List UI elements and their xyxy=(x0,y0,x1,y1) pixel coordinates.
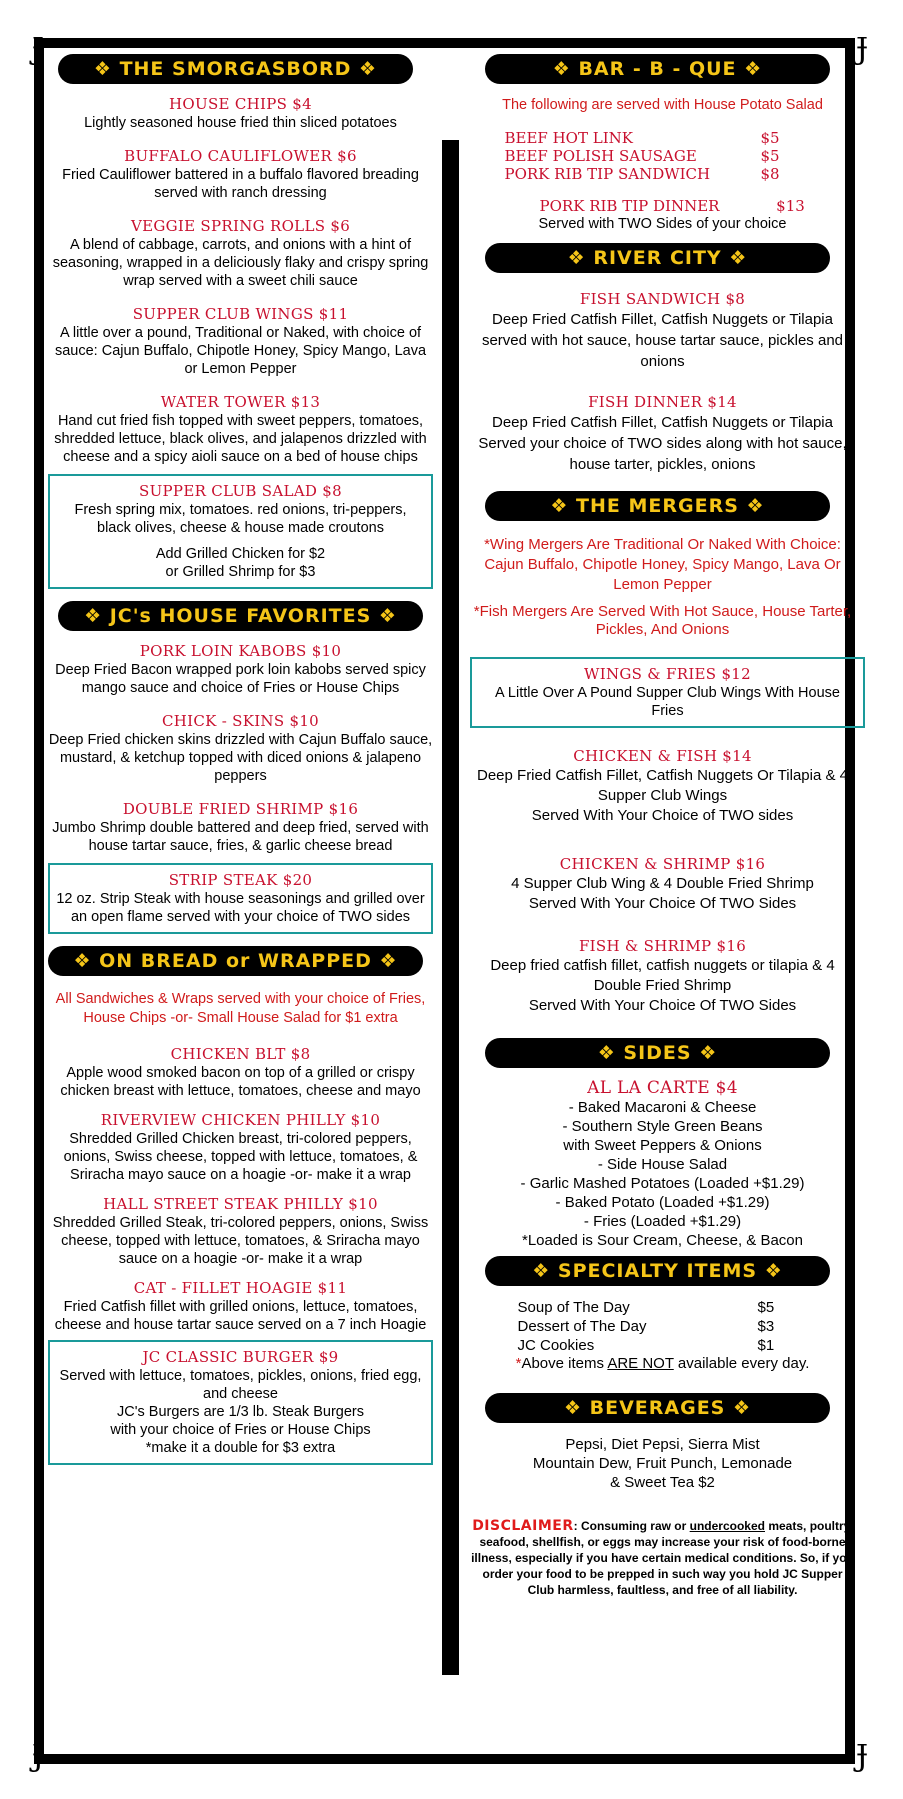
menu-item xyxy=(470,392,855,475)
side-item: with Sweet Peppers & Onions xyxy=(563,1137,762,1154)
item-description: Served With Your Choice Of TWO Sides xyxy=(528,997,797,1014)
item-description: Lightly seasoned house fried thin sliced potatoes xyxy=(84,115,397,131)
item-description: Jumbo Shrimp double battered and deep fried, served with house tartar sauce, fries, & garlic cheese bread xyxy=(52,820,429,854)
item-name: CHICK - SKINS $10 xyxy=(161,712,320,730)
note-text: Above items xyxy=(521,1355,608,1372)
specialty-note xyxy=(470,1355,855,1373)
item-description: Shredded Grilled Chicken breast, tri-colored peppers, onions, Swiss cheese, topped with lettuce, tomatoes, & Sriracha mayo sauce on a hoagie -or- make it a wrap xyxy=(63,1131,418,1183)
menu-item xyxy=(48,641,433,697)
item-name: JC CLASSIC BURGER $9 xyxy=(142,1348,339,1366)
menu-item xyxy=(48,799,433,855)
disclaimer-text: meats, poultry, seafood, shellfish, or eggs may increase your risk of food-borne illness, especially if you have certain medical conditions. So, if you order your food to be prepped in such way you hold JC Supper Club harmless, faultless, and free of all liability. xyxy=(471,1519,854,1597)
item-name: FISH DINNER $14 xyxy=(588,393,737,411)
note-asterisk: * xyxy=(515,1355,522,1372)
bread-note: All Sandwiches & Wraps served with your choice of Fries, House Chips -or- Small House Salad for $1 extra xyxy=(55,991,426,1026)
specialty-item-price: $3 xyxy=(757,1318,775,1335)
disclaimer-text: : Consuming raw or xyxy=(573,1519,690,1533)
mergers-note: *Fish Mergers Are Served With Hot Sauce, House Tarter, Pickles, And Onions xyxy=(473,603,852,638)
item-description: A blend of cabbage, carrots, and onions with a hint of seasoning, wrapped in a deliciously flaky and crispy spring wrap served with a sweet chili sauce xyxy=(52,237,429,289)
menu-item xyxy=(470,936,855,1016)
item-description: Deep Fried Catfish Fillet, Catfish Nuggets or Tilapia served with hot sauce, house tartar sauce, pickles and onions xyxy=(481,311,844,370)
item-description: JC's Burgers are 1/3 lb. Steak Burgers xyxy=(117,1404,364,1420)
bbq-item-name: PORK RIB TIP SANDWICH xyxy=(504,165,711,183)
item-name: WATER TOWER $13 xyxy=(160,393,321,411)
item-description: A little over a pound, Traditional or Naked, with choice of sauce: Cajun Buffalo, Chipotle Honey, Spicy Mango, Lava or Lemon Pepper xyxy=(54,325,427,377)
item-name: HOUSE CHIPS $4 xyxy=(169,95,312,113)
house-favorites-banner: ❖ JC's HOUSE FAVORITES ❖ xyxy=(58,601,423,631)
item-description: Apple wood smoked bacon on top of a grilled or crispy chicken breast with lettuce, tomatoes, cheese and mayo xyxy=(60,1065,421,1099)
specialty-item-price: $1 xyxy=(757,1337,775,1354)
menu-item xyxy=(470,289,855,372)
bbq-item-price: $8 xyxy=(760,165,780,183)
right-column xyxy=(470,48,855,1598)
item-description: 4 Supper Club Wing & 4 Double Fried Shrimp xyxy=(511,875,814,892)
item-name: CAT - FILLET HOAGIE $11 xyxy=(133,1279,348,1297)
item-name: BUFFALO CAULIFLOWER $6 xyxy=(124,147,357,165)
bbq-price-list xyxy=(470,129,855,183)
item-description: Shredded Grilled Steak, tri-colored peppers, onions, Swiss cheese, topped with lettuce, tomatoes, & Sriracha mayo sauce on a hoagie -or- make it a wrap xyxy=(52,1215,429,1267)
item-description: *make it a double for $3 extra xyxy=(145,1440,336,1456)
item-description: Deep Fried Bacon wrapped pork loin kabobs served spicy mango sauce and choice of Fries or House Chips xyxy=(55,662,426,696)
menu-item xyxy=(48,1194,433,1268)
bbq-note: The following are served with House Potato Salad xyxy=(502,97,823,113)
side-item: - Side House Salad xyxy=(597,1156,728,1173)
beverage-line: & Sweet Tea $2 xyxy=(610,1474,715,1491)
disclaimer-label: DISCLAIMER xyxy=(472,1518,574,1534)
item-description: Deep Fried chicken skins drizzled with Cajun Buffalo sauce, mustard, & ketchup topped with diced onions & jalapeno peppers xyxy=(48,732,433,784)
bbq-item-name: BEEF HOT LINK xyxy=(504,129,633,147)
item-description: Fried Catfish fillet with grilled onions, lettuce, tomatoes, cheese and house tartar sauce served on a 7 inch Hoagie xyxy=(54,1299,427,1333)
menu-item xyxy=(48,1278,433,1334)
salad-addon: or Grilled Shrimp for $3 xyxy=(165,564,316,580)
bbq-banner: ❖ BAR - B - QUE ❖ xyxy=(485,54,830,84)
item-description: 12 oz. Strip Steak with house seasonings and grilled over an open flame served with your choice of TWO sides xyxy=(56,891,425,925)
item-description: Fresh spring mix, tomatoes. red onions, tri-peppers, black olives, cheese & house made croutons xyxy=(74,502,407,536)
item-name: HALL STREET STEAK PHILLY $10 xyxy=(103,1195,378,1213)
menu-item xyxy=(48,1110,433,1184)
item-name: RIVERVIEW CHICKEN PHILLY $10 xyxy=(100,1111,381,1129)
item-description: Served With Your Choice Of TWO Sides xyxy=(528,895,797,912)
side-item: - Baked Potato (Loaded +$1.29) xyxy=(555,1194,770,1211)
specialty-item-name: JC Cookies xyxy=(517,1337,595,1354)
bbq-item-price: $5 xyxy=(760,147,780,165)
left-column xyxy=(48,48,433,1477)
item-description: Served With Your Choice of TWO sides xyxy=(531,807,794,824)
item-description: Deep Fried Catfish Fillet, Catfish Nuggets Or Tilapia & 4 Supper Club Wings xyxy=(477,767,848,804)
note-emphasis: ARE NOT xyxy=(607,1355,674,1372)
item-description: Served with lettuce, tomatoes, pickles, onions, fried egg, and cheese xyxy=(59,1368,422,1402)
specialty-list xyxy=(470,1298,855,1355)
side-item: - Baked Macaroni & Cheese xyxy=(568,1099,757,1116)
item-description: Hand cut fried fish topped with sweet peppers, tomatoes, shredded lettuce, black olives, and jalapenos drizzled with cheese and a spicy aioli sauce on a bed of house chips xyxy=(54,413,427,465)
smorgasbord-banner: ❖ THE SMORGASBORD ❖ xyxy=(58,54,413,84)
menu-item xyxy=(470,854,855,914)
specialty-item-name: Soup of The Day xyxy=(517,1299,630,1316)
jc-monogram-icon: Ɉ xyxy=(855,1739,869,1774)
item-name: WINGS & FRIES $12 xyxy=(584,665,751,683)
item-name: FISH & SHRIMP $16 xyxy=(578,937,747,955)
wings-fries-box xyxy=(470,657,865,728)
menu-item xyxy=(48,1044,433,1100)
item-name: SUPPER CLUB SALAD $8 xyxy=(139,482,342,500)
item-name: DOUBLE FRIED SHRIMP $16 xyxy=(122,800,359,818)
menu-item xyxy=(470,746,855,826)
salad-addon: Add Grilled Chicken for $2 xyxy=(155,546,326,562)
jc-monogram-icon: Ɉ xyxy=(31,1739,45,1774)
side-item: - Fries (Loaded +$1.29) xyxy=(583,1213,742,1230)
specialty-item-name: Dessert of The Day xyxy=(517,1318,647,1335)
menu-item xyxy=(48,304,433,378)
beverages-list xyxy=(470,1435,855,1492)
jc-monogram-icon: Ɉ xyxy=(855,32,869,67)
menu-item xyxy=(48,392,433,466)
item-name: FISH SANDWICH $8 xyxy=(579,290,746,308)
note-text: available every day. xyxy=(673,1355,810,1372)
item-description: Served your choice of TWO sides along with hot sauce, house tarter, pickles, onions xyxy=(478,435,847,473)
disclaimer-emphasis: undercooked xyxy=(689,1519,765,1533)
beverage-line: Mountain Dew, Fruit Punch, Lemonade xyxy=(532,1455,793,1472)
menu-item xyxy=(48,711,433,785)
bbq-item-price: $5 xyxy=(760,129,780,147)
item-name: CHICKEN & FISH $14 xyxy=(573,747,752,765)
bbq-item-name: BEEF POLISH SAUSAGE xyxy=(504,147,697,165)
jc-monogram-icon: Ɉ xyxy=(31,32,45,67)
item-name: VEGGIE SPRING ROLLS $6 xyxy=(130,217,351,235)
item-description: A Little Over A Pound Supper Club Wings With House Fries xyxy=(495,685,840,719)
mergers-banner: ❖ THE MERGERS ❖ xyxy=(485,491,830,521)
item-name: AL LA CARTE $4 xyxy=(587,1078,738,1098)
beverages-banner: ❖ BEVERAGES ❖ xyxy=(485,1393,830,1423)
side-item: - Garlic Mashed Potatoes (Loaded +$1.29) xyxy=(520,1175,805,1192)
strip-steak-box xyxy=(48,863,433,934)
item-description: Fried Cauliflower battered in a buffalo flavored breading served with ranch dressing xyxy=(62,167,419,201)
river-city-banner: ❖ RIVER CITY ❖ xyxy=(485,243,830,273)
specialty-banner: ❖ SPECIALTY ITEMS ❖ xyxy=(485,1256,830,1286)
item-name: PORK LOIN KABOBS $10 xyxy=(139,642,342,660)
salad-box xyxy=(48,474,433,589)
burger-box xyxy=(48,1340,433,1465)
item-name: CHICKEN & SHRIMP $16 xyxy=(559,855,766,873)
disclaimer xyxy=(470,1518,855,1598)
item-description: Deep Fried Catfish Fillet, Catfish Nuggets or Tilapia xyxy=(492,414,833,431)
item-name: CHICKEN BLT $8 xyxy=(170,1045,311,1063)
menu-item xyxy=(48,94,433,132)
beverage-line: Pepsi, Diet Pepsi, Sierra Mist xyxy=(565,1436,760,1453)
item-description: Served with TWO Sides of your choice xyxy=(538,216,787,232)
item-name: STRIP STEAK $20 xyxy=(168,871,313,889)
item-description: with your choice of Fries or House Chips xyxy=(110,1422,371,1438)
mergers-note: *Wing Mergers Are Traditional Or Naked With Choice: Cajun Buffalo, Chipotle Honey, Spicy Mango, Lava Or Lemon Pepper xyxy=(484,536,841,593)
item-description: Deep fried catfish fillet, catfish nuggets or tilapia & 4 Double Fried Shrimp xyxy=(490,957,835,994)
sides-banner: ❖ SIDES ❖ xyxy=(485,1038,830,1068)
item-name: PORK RIB TIP DINNER xyxy=(539,197,720,215)
column-divider xyxy=(442,140,459,1675)
menu-item xyxy=(470,197,855,233)
side-item: *Loaded is Sour Cream, Cheese, & Bacon xyxy=(522,1232,803,1249)
sides-list xyxy=(470,1078,855,1250)
bbq-dinner-row xyxy=(470,197,855,215)
menu-item xyxy=(48,216,433,290)
side-item: - Southern Style Green Beans xyxy=(562,1118,763,1135)
item-name: SUPPER CLUB WINGS $11 xyxy=(132,305,349,323)
on-bread-banner: ❖ ON BREAD or WRAPPED ❖ xyxy=(48,946,423,976)
menu-item xyxy=(48,146,433,202)
specialty-item-price: $5 xyxy=(757,1299,775,1316)
item-price: $13 xyxy=(776,197,805,215)
